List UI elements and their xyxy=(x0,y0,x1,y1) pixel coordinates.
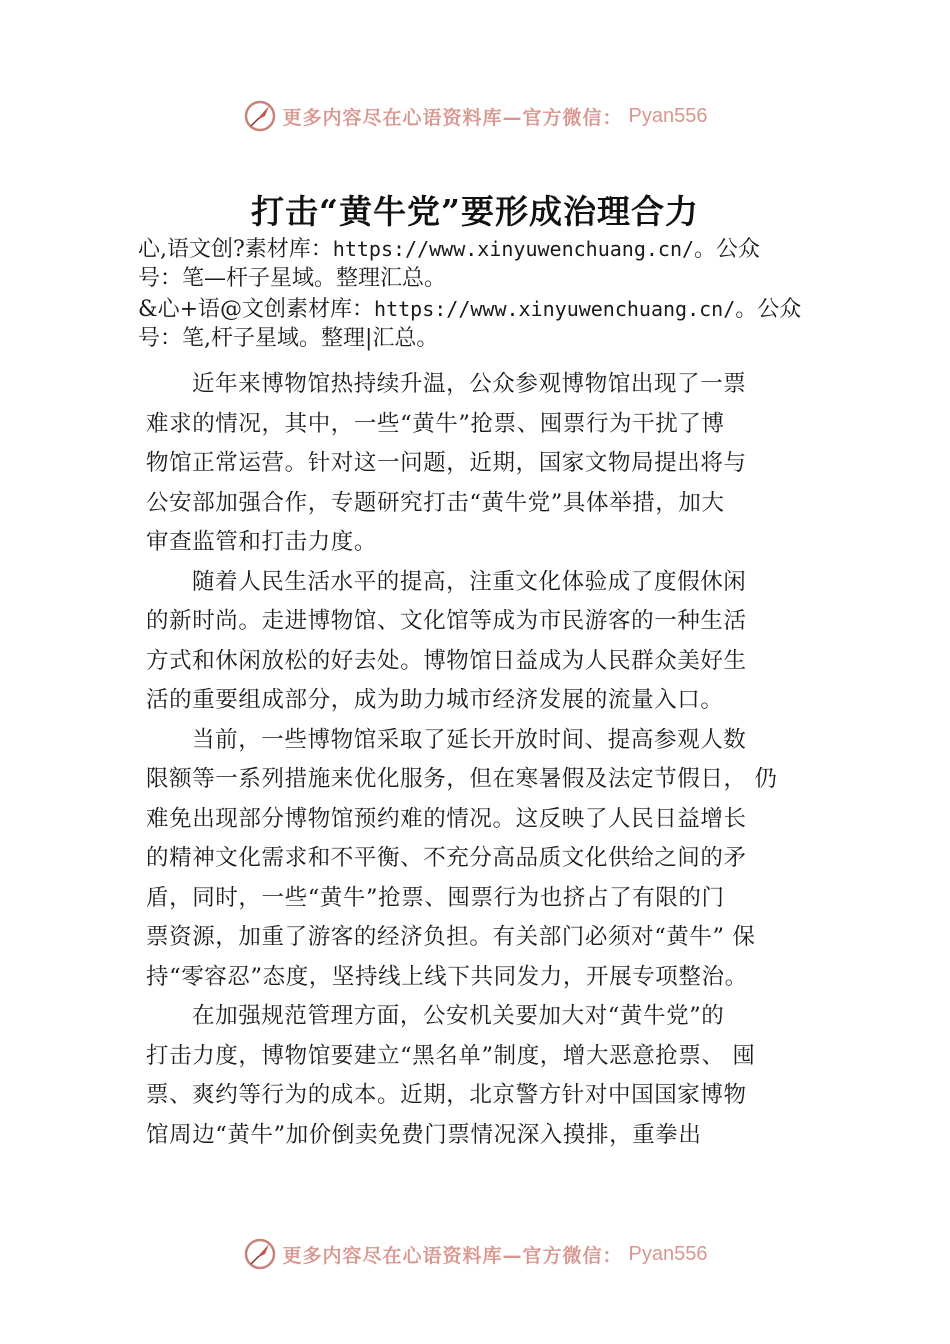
source-text: 心,语文创?素材库： xyxy=(138,237,333,262)
body-line: 公安部加强合作，专题研究打击“黄牛党”具体举措，加大 xyxy=(146,490,725,516)
body-line: 的精神文化需求和不平衡、不充分高品质文化供给之间的矛 xyxy=(146,845,747,871)
source-text: 。公众 xyxy=(735,297,802,322)
body-line: 馆周边“黄牛”加价倒卖免费门票情况深入摸排，重拳出 xyxy=(146,1122,702,1148)
body-line: 限额等一系列措施来优化服务，但在寒暑假及法定节假日， 仍 xyxy=(146,766,778,792)
banner-text: 更多内容尽在心语资料库—官方微信： xyxy=(282,106,623,129)
footer-banner xyxy=(0,1234,950,1274)
body-line: 的新时尚。走进博物馆、文化馆等成为市民游客的一种生活 xyxy=(146,608,747,634)
source-line-4 xyxy=(138,324,848,354)
source-line-1 xyxy=(138,234,848,265)
banner-wechat-id: Pyan556 xyxy=(628,1242,708,1265)
source-line-3 xyxy=(138,294,848,325)
banner-text: 更多内容尽在心语资料库—官方微信： xyxy=(282,1244,623,1267)
source-url[interactable]: https://www.xinyuwenchuang.cn/ xyxy=(332,237,695,261)
source-text: 。公众 xyxy=(694,237,761,262)
body-line: 方式和休闲放松的好去处。博物馆日益成为人民群众美好生 xyxy=(146,648,747,674)
body-line: 在加强规范管理方面，公安机关要加大对“黄牛党”的 xyxy=(192,1003,725,1029)
body-line: 活的重要组成部分，成为助力城市经济发展的流量入口。 xyxy=(146,687,724,713)
body-line: 近年来博物馆热持续升温，公众参观博物馆出现了一票 xyxy=(192,371,747,397)
body-line: 随着人民生活水平的提高，注重文化体验成了度假休闲 xyxy=(192,569,747,595)
source-url[interactable]: https://www.xinyuwenchuang.cn/ xyxy=(374,297,736,321)
document-title: 打击“黄牛党”要形成治理合力 xyxy=(251,192,699,231)
quill-logo-icon xyxy=(243,99,277,133)
banner-wechat-id: Pyan556 xyxy=(628,104,708,127)
body-line: 票资源，加重了游客的经济负担。有关部门必须对“黄牛” 保 xyxy=(146,924,756,950)
source-text: 号：笔,杆子星域。整理|汇总。 xyxy=(138,326,439,351)
body-line: 票、爽约等行为的成本。近期，北京警方针对中国国家博物 xyxy=(146,1082,747,1108)
body-line: 盾，同时，一些“黄牛”抢票、囤票行为也挤占了有限的门 xyxy=(146,885,725,911)
body-line: 持“零容忍”态度，坚持线上线下共同发力，开展专项整治。 xyxy=(146,964,748,990)
body-line: 物馆正常运营。针对这一问题，近期，国家文物局提出将与 xyxy=(146,450,747,476)
source-line-2 xyxy=(138,264,848,294)
body-line: 打击力度，博物馆要建立“黑名单”制度，增大恶意抢票、 囤 xyxy=(146,1043,756,1069)
source-text: 号：笔—杆子星域。整理汇总。 xyxy=(138,266,447,291)
body-line: 难求的情况，其中，一些“黄牛”抢票、囤票行为干扰了博 xyxy=(146,411,725,437)
body-line: 当前，一些博物馆采取了延长开放时间、提高参观人数 xyxy=(192,727,747,753)
body-line: 审查监管和打击力度。 xyxy=(146,529,378,555)
source-text: &心+语@文创素材库： xyxy=(138,297,375,322)
header-banner xyxy=(0,96,950,136)
body-line: 难免出现部分博物馆预约难的情况。这反映了人民日益增长 xyxy=(146,806,747,832)
quill-logo-icon xyxy=(243,1237,277,1271)
